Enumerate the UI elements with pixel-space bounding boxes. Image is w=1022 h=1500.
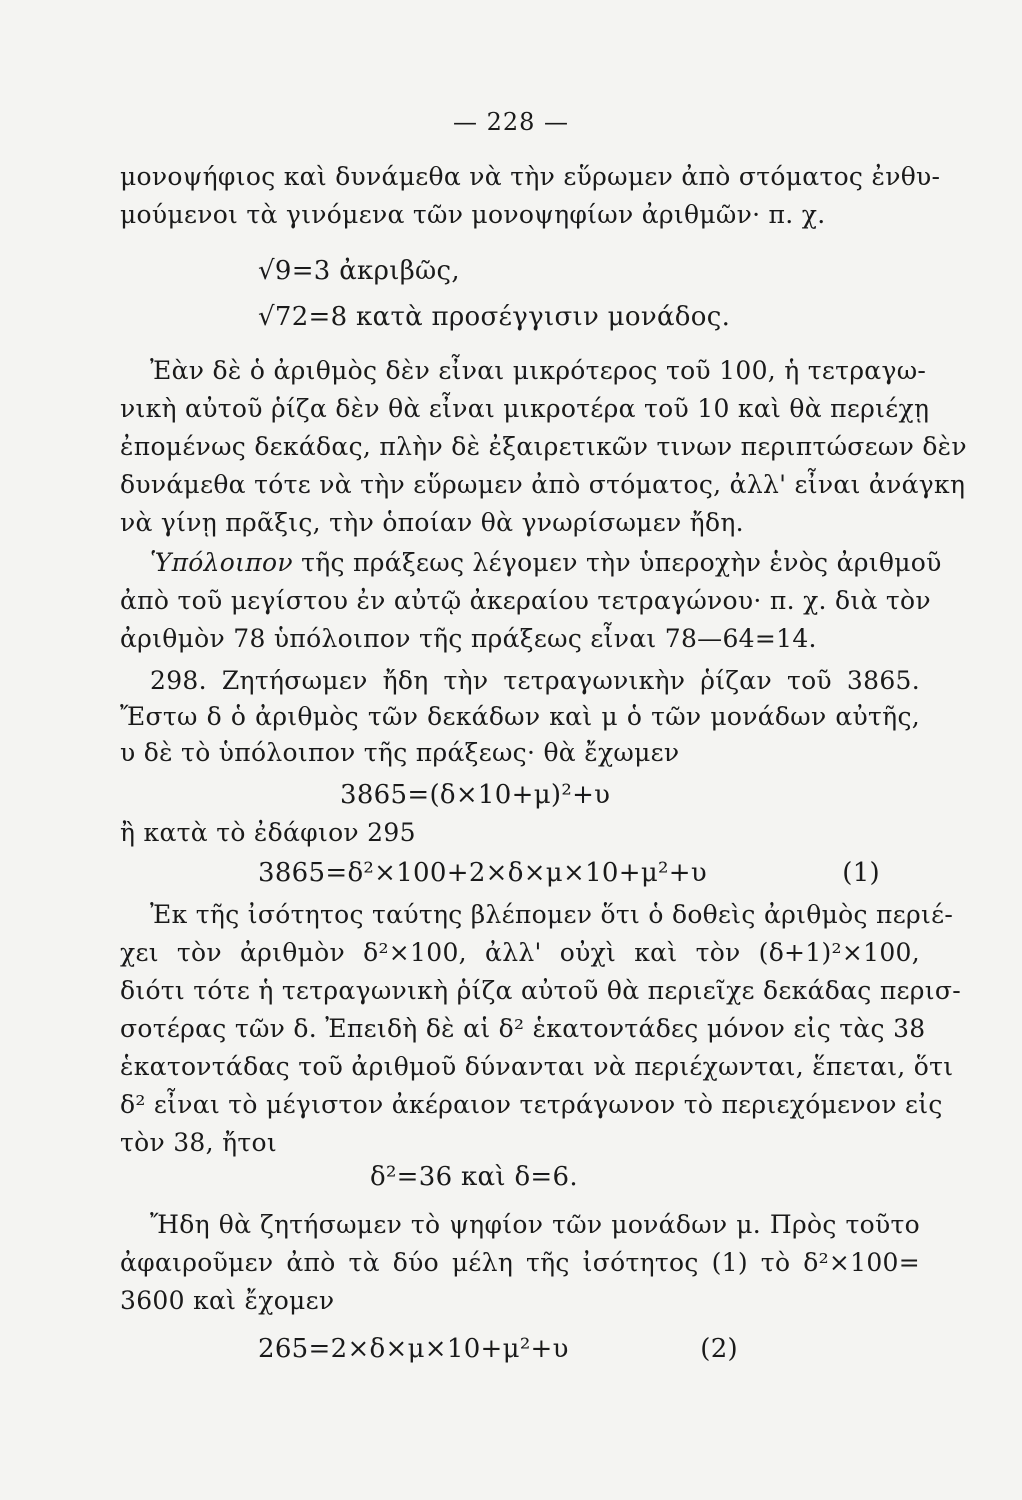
equation: √9=3 ἀκριβῶς, [258, 256, 460, 286]
text-line: ἢ κατὰ τὸ ἐδάφιον 295 [120, 818, 416, 847]
equation-row [258, 856, 880, 890]
text-line: υ δὲ τὸ ὑπόλοιπον τῆς πράξεως· θὰ ἔχωμεν [120, 738, 680, 767]
italic-term: Ὑπόλοιπον [150, 548, 293, 577]
text-line: μονοψήφιος καὶ δυνάμεθα νὰ τὴν εὕρωμεν ἀπὸ στόματος ἐνθυ- [120, 162, 941, 191]
text-line: Ἤδη θὰ ζητήσωμεν τὸ ψηφίον τῶν μονάδων μ. Πρὸς τοῦτο [150, 1210, 920, 1239]
equation-number: (1) [842, 858, 880, 888]
text-line: ἀριθμὸν 78 ὑπόλοιπον τῆς πράξεως εἶναι 78—64=14. [120, 624, 817, 653]
equation: 3865=(δ×10+μ)²+υ [340, 780, 611, 810]
text-line: δυνάμεθα τότε νὰ τὴν εὕρωμεν ἀπὸ στόματος, ἀλλ' εἶναι ἀνάγκη [120, 470, 966, 499]
text-line: ἐπομένως δεκάδας, πλὴν δὲ ἐξαιρετικῶν τινων περιπτώσεων δὲν [120, 432, 967, 461]
text-line: Ἐκ τῆς ἰσότητος ταύτης βλέπομεν ὅτι ὁ δοθεὶς ἀριθμὸς περιέ- [150, 900, 954, 929]
text-line: σοτέρας τῶν δ. Ἐπειδὴ δὲ αἱ δ² ἑκατοντάδες μόνον εἰς τὰς 38 [120, 1014, 926, 1043]
text-span: τῆς πράξεως λέγομεν τὴν ὑπεροχὴν ἑνὸς ἀριθμοῦ [292, 548, 942, 577]
equation: 265=2×δ×μ×10+μ²+υ [258, 1334, 569, 1364]
text-line: δ² εἶναι τὸ μέγιστον ἀκέραιον τετράγωνον τὸ περιεχόμενον εἰς [120, 1090, 943, 1119]
text-line: Ἐὰν δὲ ὁ ἀριθμὸς δὲν εἶναι μικρότερος τοῦ 100, ἡ τετραγω- [150, 356, 927, 385]
text-line: ἀφαιροῦμεν ἀπὸ τὰ δύο μέλη τῆς ἰσότητος (1) τὸ δ²×100= [120, 1248, 920, 1277]
text-line: χει τὸν ἀριθμὸν δ²×100, ἀλλ' οὐχὶ καὶ τὸν (δ+1)²×100, [120, 938, 920, 967]
page-number: — 228 — [452, 108, 570, 136]
equation: 3865=δ²×100+2×δ×μ×10+μ²+υ [258, 858, 707, 888]
text-line: 3600 καὶ ἔχομεν [120, 1286, 335, 1315]
text-line: Ἔστω δ ὁ ἀριθμὸς τῶν δεκάδων καὶ μ ὁ τῶν μονάδων αὐτῆς, [120, 702, 920, 731]
text-line: τὸν 38, ἤτοι [120, 1128, 277, 1157]
equation: δ²=36 καὶ δ=6. [370, 1162, 578, 1192]
text-line: ἀπὸ τοῦ μεγίστου ἐν αὐτῷ ἀκεραίου τετραγώνου· π. χ. διὰ τὸν [120, 586, 931, 615]
text-line: νικὴ αὐτοῦ ῥίζα δὲν θὰ εἶναι μικροτέρα τοῦ 10 καὶ θὰ περιέχῃ [120, 394, 930, 423]
text-line: 298. Ζητήσωμεν ἤδη τὴν τετραγωνικὴν ῥίζαν τοῦ 3865. [150, 666, 920, 695]
equation-row [258, 1332, 738, 1366]
equation: √72=8 κατὰ προσέγγισιν μονάδος. [258, 302, 731, 332]
text-line [150, 546, 942, 580]
text-line: μούμενοι τὰ γινόμενα τῶν μονοψηφίων ἀριθμῶν· π. χ. [120, 200, 826, 229]
text-line: νὰ γίνῃ πρᾶξις, τὴν ὁποίαν θὰ γνωρίσωμεν ἤδη. [120, 508, 744, 537]
equation-number: (2) [700, 1334, 738, 1364]
text-line: ἑκατοντάδας τοῦ ἀριθμοῦ δύνανται νὰ περιέχωνται, ἕπεται, ὅτι [120, 1052, 954, 1081]
text-line: διότι τότε ἡ τετραγωνικὴ ῥίζα αὐτοῦ θὰ περιεῖχε δεκάδας περισ- [120, 976, 962, 1005]
